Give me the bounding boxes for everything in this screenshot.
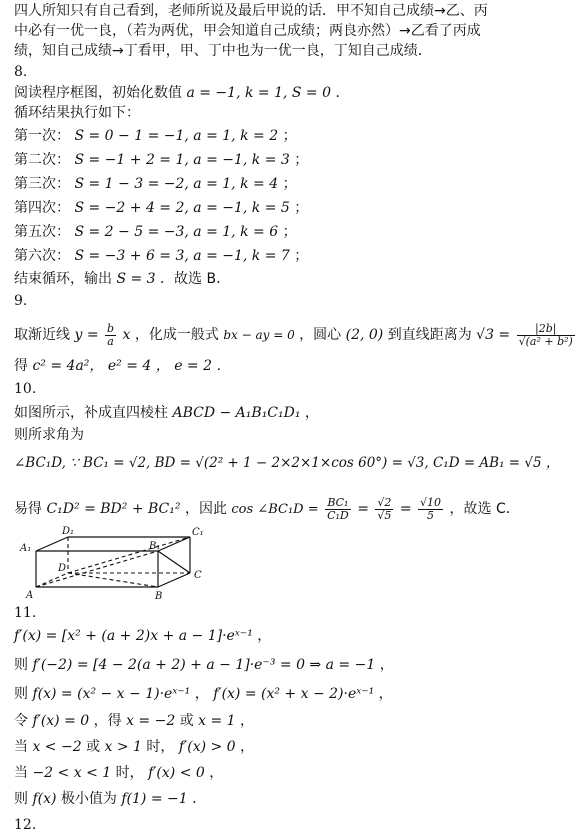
q11-line-1 bbox=[14, 627, 271, 645]
q9-t2: ，化成一般式 bbox=[134, 327, 219, 343]
q10-fraction-3 bbox=[418, 497, 443, 522]
q10-t2: 则所求角为 bbox=[14, 427, 84, 443]
q11-l5-end: ， bbox=[240, 739, 255, 755]
q9-result-line bbox=[14, 357, 230, 375]
q9-t5: 得 bbox=[14, 358, 28, 374]
q10-t4: ，因此 bbox=[184, 501, 227, 517]
q10-f2-den: √5 bbox=[377, 508, 392, 522]
q10-f2-num: √2 bbox=[377, 495, 392, 509]
q11-l6-mid: 时， bbox=[115, 765, 144, 781]
q11-l6-end: ， bbox=[209, 765, 224, 781]
q11-l3-mid: ， bbox=[194, 686, 209, 702]
q9-general-form: bx − ay = 0 bbox=[223, 328, 295, 342]
intro-line-1: 四人所知只有自己看到，老师所说及最后甲说的话．甲不知自己成绩→乙、丙 bbox=[14, 3, 488, 19]
q10-t1: 如图所示，补成直四棱柱 bbox=[14, 405, 168, 421]
q11-l5-mid1: 或 bbox=[86, 739, 101, 755]
q10-f3-num: √10 bbox=[420, 495, 442, 509]
q8-read-post: ． bbox=[335, 85, 350, 101]
q8-step-math: S = 1 − 3 = −2, a = 1, k = 4 bbox=[74, 176, 279, 192]
q11-l3-m2: f′(x) = (x² + x − 2)·eˣ⁻¹ bbox=[213, 686, 375, 702]
q11-l6-pre: 当 bbox=[14, 765, 28, 781]
intro-line-2: 中必有一优一良，（若为两优，甲会知道自己成绩；两良亦然）→乙看了丙成 bbox=[14, 23, 481, 39]
q9-slope-fraction bbox=[105, 323, 116, 348]
q11-line-5 bbox=[14, 738, 254, 756]
edge-AD bbox=[36, 573, 68, 587]
label-D1: D₁ bbox=[62, 526, 75, 537]
edge-B1C1 bbox=[158, 537, 190, 551]
q8-step-end: ； bbox=[294, 248, 309, 264]
q10-fraction-2 bbox=[375, 497, 393, 522]
q10-f1-den: C₁D bbox=[327, 508, 349, 522]
q10-fraction-1 bbox=[325, 497, 351, 522]
q8-step bbox=[14, 247, 308, 265]
q8-step bbox=[14, 175, 297, 193]
q11-l7-m1: f(x) bbox=[32, 791, 57, 807]
q11-l5-pre: 当 bbox=[14, 739, 28, 755]
q11-l5-m2: x > 1 bbox=[104, 739, 142, 755]
q9-t4: 到直线距离为 bbox=[387, 327, 472, 343]
q11-line-7 bbox=[14, 790, 206, 808]
q8-step-label: 第二次： bbox=[14, 152, 70, 168]
q8-step bbox=[14, 223, 297, 241]
edge-BC bbox=[158, 573, 190, 587]
q9-y-eq: y = bbox=[74, 327, 99, 343]
q11-l4-m1: f′(x) = 0 bbox=[32, 713, 90, 729]
q9-x: x bbox=[122, 327, 131, 343]
q9-center: (2, 0) bbox=[345, 327, 384, 343]
q11-l6-m1: −2 < x < 1 bbox=[32, 765, 112, 781]
q8-step-end: ； bbox=[282, 128, 297, 144]
intro-line-3: 绩，知自己成绩→丁看甲，甲、丁中也为一优一良，丁知自己成绩． bbox=[14, 43, 432, 59]
q8-step-label: 第六次： bbox=[14, 248, 70, 264]
q11-l4-end: ， bbox=[240, 713, 255, 729]
q10-number: 10. bbox=[14, 381, 37, 397]
q9-distance-num: |2b| bbox=[517, 323, 575, 336]
q11-l6-m2: f′(x) < 0 bbox=[148, 765, 205, 781]
label-B: B bbox=[155, 591, 163, 602]
q11-l4-pre: 令 bbox=[14, 713, 28, 729]
q8-read-line bbox=[14, 84, 349, 102]
q11-l3-end: ， bbox=[378, 686, 393, 702]
q10-t3: 易得 bbox=[14, 501, 42, 517]
q10-f3-den: 5 bbox=[427, 508, 435, 522]
edge-A1D1 bbox=[36, 537, 68, 551]
q10-cos-pre: cos ∠BC₁D = bbox=[231, 502, 319, 517]
q8-step-label: 第五次： bbox=[14, 224, 70, 240]
q10-f1-num: BC₁ bbox=[325, 497, 351, 510]
q8-number: 8. bbox=[14, 64, 28, 80]
q11-line-3 bbox=[14, 685, 393, 703]
q11-l4-mid2: 或 bbox=[179, 713, 194, 729]
q11-line-2 bbox=[14, 656, 394, 674]
q12-number: 12. bbox=[14, 817, 37, 833]
q8-step-label: 第四次： bbox=[14, 200, 70, 216]
q11-l5-m3: f′(x) > 0 bbox=[178, 739, 236, 755]
q10-pyth: C₁D² = BD² + BC₁² bbox=[46, 501, 181, 517]
q10-line-1 bbox=[14, 404, 319, 422]
q8-step-math: S = −1 + 2 = 1, a = −1, k = 3 bbox=[74, 152, 290, 168]
diagonal-B1C bbox=[158, 551, 190, 573]
q10-eq1: = bbox=[357, 501, 369, 517]
q8-step-end: ； bbox=[282, 176, 297, 192]
q9-slope-den: a bbox=[107, 334, 114, 348]
q10-cos-line bbox=[14, 494, 520, 525]
q8-step-math: S = −3 + 6 = 3, a = −1, k = 7 bbox=[74, 248, 290, 264]
q8-step bbox=[14, 199, 308, 217]
q11-l4-m2: x = −2 bbox=[126, 713, 176, 729]
prism-figure bbox=[18, 524, 218, 602]
label-A1: A₁ bbox=[20, 543, 32, 554]
label-A: A bbox=[26, 590, 34, 601]
q11-l7-m2: f(1) = −1 bbox=[121, 791, 188, 807]
label-C1: C₁ bbox=[192, 527, 204, 538]
q10-t5: ，故选 C． bbox=[449, 501, 520, 517]
q8-loop-intro: 循环结果执行如下： bbox=[14, 105, 140, 121]
q11-l7-pre: 则 bbox=[14, 791, 28, 807]
q11-l1-end: ， bbox=[257, 628, 272, 644]
q9-line-1 bbox=[14, 322, 577, 348]
q8-read-pre: 阅读程序框图，初始化数值 bbox=[14, 85, 182, 101]
q9-t1: 取渐近线 bbox=[14, 327, 70, 343]
q10-prism: ABCD − A₁B₁C₁D₁ bbox=[172, 405, 301, 421]
q8-step-end: ； bbox=[282, 224, 297, 240]
q9-number: 9. bbox=[14, 293, 28, 309]
q9-result: c² = 4a²， e² = 4 ， e = 2 ． bbox=[32, 358, 231, 374]
q11-l2-math: f′(−2) = [4 − 2(a + 2) + a − 1]·e⁻³ = 0 ⇒ a = −1 bbox=[32, 657, 376, 673]
label-B1: B₁ bbox=[149, 541, 161, 552]
q10-angle-line: ∠BC₁D, ∵ BC₁ = √2, BD = √(2² + 1 − 2×2×1×cos 60°) = √3, C₁D = AB₁ = √5 ， bbox=[14, 455, 560, 471]
q8-step bbox=[14, 151, 308, 169]
q11-l2-end: ， bbox=[379, 657, 394, 673]
q11-l5-m1: x < −2 bbox=[32, 739, 82, 755]
q11-l3-m1: f(x) = (x² − x − 1)·eˣ⁻¹ bbox=[32, 686, 191, 702]
q11-l5-mid2: 时， bbox=[146, 739, 175, 755]
q11-l1-math: f′(x) = [x² + (a + 2)x + a − 1]·eˣ⁻¹ bbox=[14, 628, 253, 644]
q11-l7-mid: 极小值为 bbox=[60, 791, 117, 807]
q8-step-label: 第一次： bbox=[14, 128, 70, 144]
q8-step bbox=[14, 127, 297, 145]
q8-end-math: S = 3 bbox=[116, 271, 156, 287]
q11-l7-end: ． bbox=[192, 791, 207, 807]
q8-step-math: S = 0 − 1 = −1, a = 1, k = 2 bbox=[74, 128, 279, 144]
q9-slope-num: b bbox=[107, 321, 115, 335]
q8-step-end: ； bbox=[294, 152, 309, 168]
diagonal-DC1 bbox=[68, 537, 190, 573]
q11-number: 11. bbox=[14, 605, 37, 621]
q8-end-post: ．故选 B． bbox=[160, 271, 231, 287]
diagonal-DB bbox=[68, 573, 158, 587]
q10-eq2: = bbox=[399, 501, 412, 517]
q9-distance-den: √(a² + b²) bbox=[518, 334, 573, 348]
diagonal-AB1 bbox=[36, 551, 158, 587]
q11-l3-pre: 则 bbox=[14, 686, 28, 702]
q8-end-pre: 结束循环，输出 bbox=[14, 271, 112, 287]
q8-conclusion bbox=[14, 270, 230, 288]
q8-step-label: 第三次： bbox=[14, 176, 70, 192]
label-C: C bbox=[194, 570, 202, 581]
q9-t3: ，圆心 bbox=[299, 327, 342, 343]
q8-step-end: ； bbox=[294, 200, 309, 216]
q8-read-math: a = −1, k = 1, S = 0 bbox=[186, 85, 332, 101]
q8-step-math: S = −2 + 4 = 2, a = −1, k = 5 bbox=[74, 200, 290, 216]
q11-l4-mid1: ，得 bbox=[93, 713, 122, 729]
q8-step-math: S = 2 − 5 = −3, a = 1, k = 6 bbox=[74, 224, 279, 240]
q11-line-6 bbox=[14, 764, 223, 782]
label-D: D bbox=[58, 563, 67, 574]
q11-l2-pre: 则 bbox=[14, 657, 28, 673]
q11-l4-m3: x = 1 bbox=[198, 713, 236, 729]
q11-line-4 bbox=[14, 712, 254, 730]
q10-t1-end: ， bbox=[304, 405, 319, 421]
q9-distance-fraction bbox=[517, 323, 575, 348]
q9-root3: √3 = bbox=[476, 327, 511, 343]
